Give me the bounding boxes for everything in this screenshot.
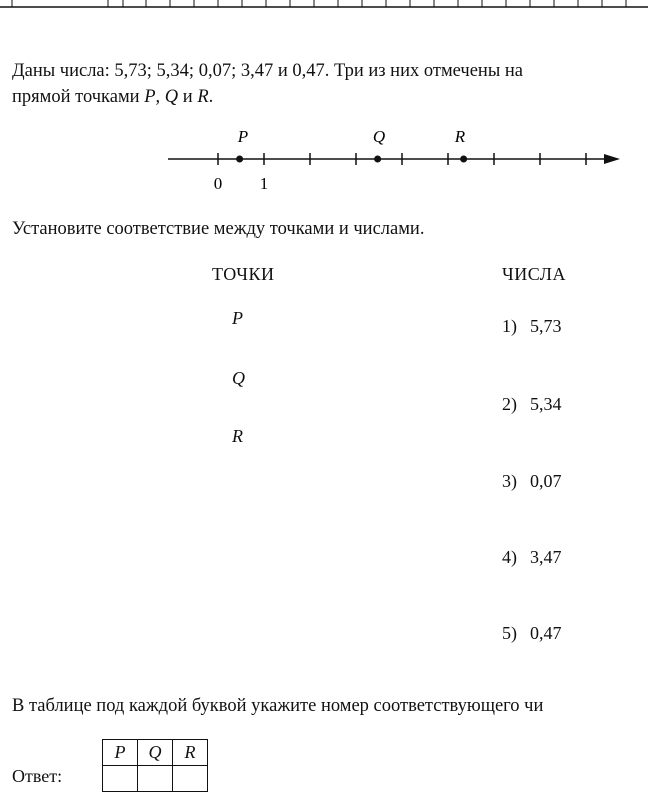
option-value: 3,47 xyxy=(530,547,562,567)
point-item-p: P xyxy=(232,308,243,328)
answer-header-q: Q xyxy=(138,740,173,766)
label-q: Q xyxy=(372,127,386,146)
points-header: ТОЧКИ xyxy=(212,264,275,284)
number-line xyxy=(0,120,648,200)
option-value: 0,07 xyxy=(530,471,562,491)
label-zero: 0 xyxy=(213,174,223,193)
option-number: 2) xyxy=(502,394,517,414)
answer-header-r: R xyxy=(173,740,208,766)
point-item-r: R xyxy=(232,426,243,446)
label-r: R xyxy=(454,127,466,146)
problem-point-r: R xyxy=(197,87,209,107)
problem-and: и xyxy=(182,87,193,107)
table-instruction: В таблице под каждой буквой укажите номер соответствующего чи xyxy=(12,696,544,716)
problem-point-p: P xyxy=(144,87,156,107)
problem-line-2 xyxy=(12,86,213,108)
option-4 xyxy=(502,547,562,568)
option-5 xyxy=(502,623,562,644)
answer-cell-r[interactable] xyxy=(173,766,208,792)
option-2 xyxy=(502,394,562,415)
problem-given: Даны числа: 5,73; 5,34; 0,07; 3,47 и 0,47. Три из них отмечены на xyxy=(12,61,523,81)
problem-comma: , xyxy=(155,87,161,107)
option-value: 0,47 xyxy=(530,623,562,643)
answer-header-p: P xyxy=(103,740,138,766)
instruction: Установите соответствие между точками и числами. xyxy=(12,219,425,239)
option-number: 1) xyxy=(502,316,517,336)
option-value: 5,34 xyxy=(530,394,562,414)
point-marker-q xyxy=(374,156,381,163)
number-line-arrow xyxy=(604,154,620,164)
numbers-header: ЧИСЛА xyxy=(502,264,566,284)
point-marker-p xyxy=(236,156,243,163)
option-3 xyxy=(502,471,562,492)
option-1 xyxy=(502,316,562,337)
option-value: 5,73 xyxy=(530,316,562,336)
option-number: 3) xyxy=(502,471,517,491)
answer-cell-p[interactable] xyxy=(103,766,138,792)
point-item-q: Q xyxy=(232,368,245,388)
problem-line-1 xyxy=(12,60,523,82)
answer-table xyxy=(102,739,208,792)
label-p: P xyxy=(237,127,249,146)
answer-label: Ответ: xyxy=(12,766,63,786)
label-one: 1 xyxy=(259,174,269,193)
problem-period: . xyxy=(208,87,214,107)
option-number: 5) xyxy=(502,623,517,643)
answer-cell-q[interactable] xyxy=(138,766,173,792)
problem-line2-prefix: прямой точками xyxy=(12,87,140,107)
point-marker-r xyxy=(460,156,467,163)
option-number: 4) xyxy=(502,547,517,567)
top-table-remnant xyxy=(0,0,648,8)
problem-point-q: Q xyxy=(164,87,179,107)
